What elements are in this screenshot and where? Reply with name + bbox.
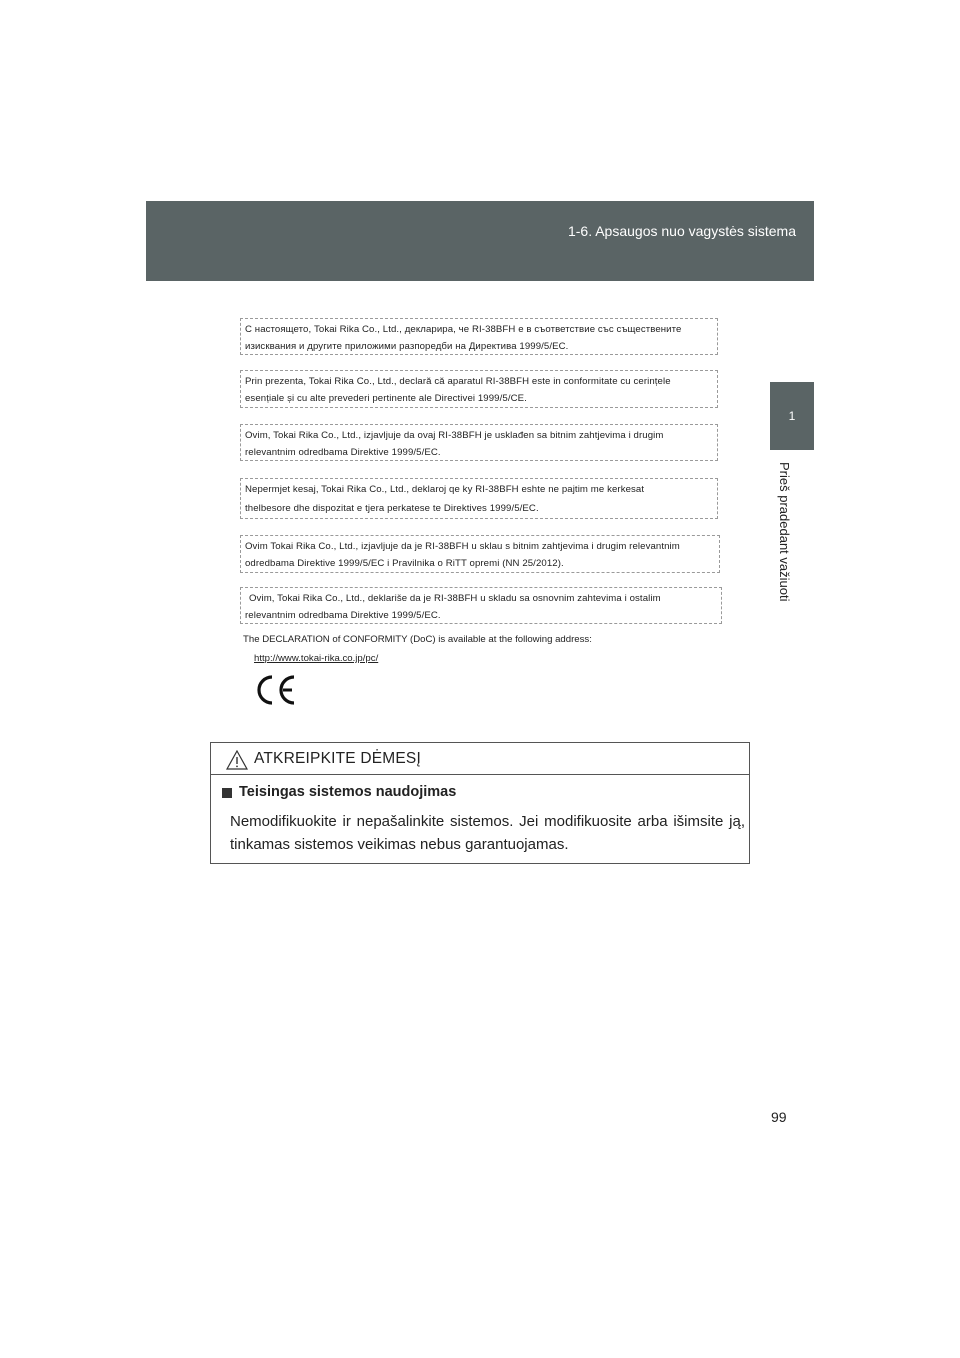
conformity-link[interactable]: http://www.tokai-rika.co.jp/pc/ <box>254 653 379 664</box>
declaration-line: Ovim Tokai Rika Co., Ltd., izjavljuje da je RI-38BFH u sklau s bitnim zahtjevima i drugim relevantnim <box>245 541 680 552</box>
caution-title: ATKREIPKITE DĖMESĮ <box>254 750 421 767</box>
declaration-line: С настоящето, Tokai Rika Co., Ltd., декларира, че RI-38BFH е в съответствие със съществените <box>245 324 682 335</box>
chapter-tab <box>770 382 814 450</box>
declaration-line: thelbesore dhe dispozitat e tjera perkatese te Direktives 1999/5/EC. <box>245 503 539 514</box>
caution-subheading: Teisingas sistemos naudojimas <box>239 784 457 800</box>
declaration-box-albanian <box>240 478 718 519</box>
section-title: 1-6. Apsaugos nuo vagystės sistema <box>567 223 796 239</box>
caution-box <box>210 742 750 864</box>
declaration-line: Prin prezenta, Tokai Rika Co., Ltd., declară că aparatul RI-38BFH este in conformitate cu cerințele <box>245 376 671 387</box>
warning-triangle-icon <box>226 750 248 770</box>
chapter-number: 1 <box>788 409 796 423</box>
declaration-box-bulgarian <box>240 318 718 355</box>
declaration-line: Ovim, Tokai Rika Co., Ltd., izjavljuje da ovaj RI-38BFH je usklađen sa bitnim zahtjevima i drugim <box>245 430 664 441</box>
declaration-line: odredbama Direktive 1999/5/EC i Pravilnika o RiTT opremi (NN 25/2012). <box>245 558 564 569</box>
declaration-box-croatian <box>240 535 720 573</box>
caution-body: Nemodifikuokite ir nepašalinkite sistemos. Jei modifikuosite arba išimsite ją, tinkamas sistemos veikimas nebus garantuojamas. <box>230 813 745 853</box>
bullet-square-icon <box>222 788 232 798</box>
page-number: 99 <box>771 1109 787 1125</box>
declaration-line: Ovim, Tokai Rika Co., Ltd., deklariše da je RI-38BFH u skladu sa osnovnim zahtevima i ostalim <box>249 593 661 604</box>
conformity-statement: The DECLARATION of CONFORMITY (DoC) is available at the following address: <box>243 634 592 645</box>
header-bar <box>146 201 814 281</box>
ce-mark-icon <box>254 674 298 706</box>
declaration-box-romanian <box>240 370 718 408</box>
caution-header <box>211 743 749 775</box>
declaration-line: изисквания и другите приложими разпоредби на Директива 1999/5/EC. <box>245 341 569 352</box>
chapter-side-label <box>777 462 812 630</box>
declaration-line: relevantnim odredbama Direktive 1999/5/EC. <box>245 447 441 458</box>
chapter-label: Prieš pradedant važiuoti <box>777 462 792 602</box>
declaration-box-bosnian <box>240 424 718 461</box>
declaration-box-serbian <box>240 587 722 624</box>
declaration-line: Nepermjet kesaj, Tokai Rika Co., Ltd., deklaroj qe ky RI-38BFH eshte ne pajtim me kerkesat <box>245 484 645 495</box>
declaration-line: esențiale și cu alte prevederi pertinente ale Directivei 1999/5/CE. <box>245 393 527 404</box>
declaration-line: relevantnim odredbama Direktive 1999/5/EC. <box>245 610 441 621</box>
